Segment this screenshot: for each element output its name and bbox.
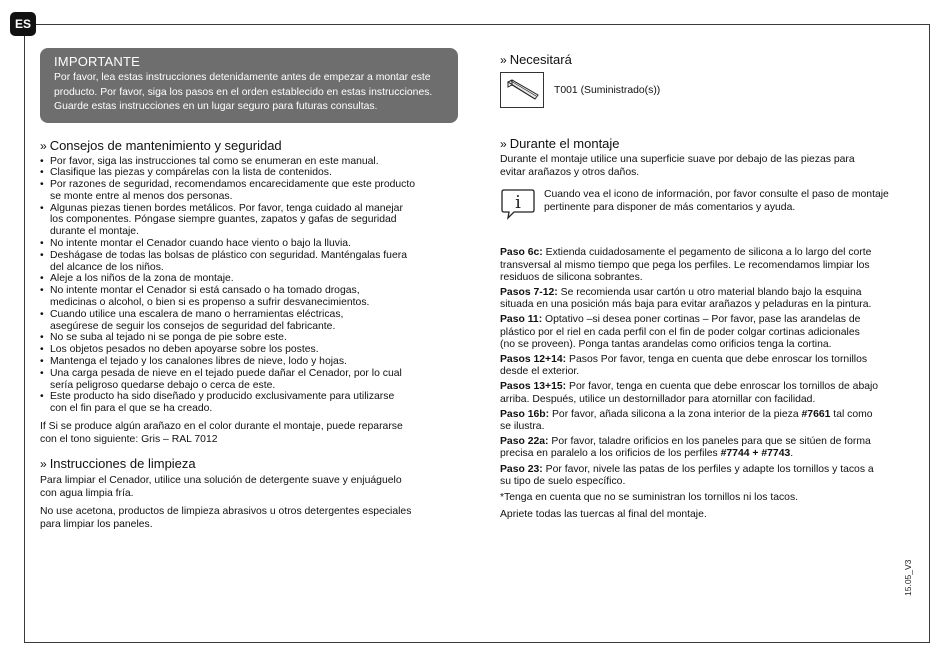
allen-key-icon — [500, 72, 544, 108]
step-23: Paso 23: Por favor, nivele las patas de los perfiles y adapte los tornillos y tacos a su tipo de suelo específico. — [500, 463, 874, 487]
step-13-15: Pasos 13+15: Por favor, tenga en cuenta que debe enroscar los tornillos de abajo arriba. Después, utilice un destornillador para atornillar con facilidad. — [500, 381, 879, 405]
list-item: • Mantenga el tejado y los canalones libres de nieve, lodo y hojas. — [40, 356, 460, 368]
cleaning-text-2: No use acetona, productos de limpieza abrasivos u otros detergentes especiales para limpiar los paneles. — [40, 506, 412, 530]
step-22a: Paso 22a: Por favor, taladre orificios en los paneles para que se sitúen de forma precisa en paralelo a los orificios de los perfiles #7744 + #7743. — [500, 436, 871, 460]
list-item: • Este producto ha sido diseñado y producido exclusivamente para utilizarse con el fin para el que se ha creado. — [40, 391, 460, 415]
version-label: 15.05_V3 — [903, 559, 913, 596]
svg-text:i: i — [515, 192, 521, 213]
assembly-section — [500, 136, 900, 224]
closing-note: Apriete todas las tuercas al final del montaje. — [500, 509, 707, 521]
list-item: • Por razones de seguridad, recomendamos encarecidamente que este producto se monte entre al menos dos personas. — [40, 179, 460, 203]
list-item: • Aleje a los niños de la zona de montaje. — [40, 273, 460, 285]
repair-note: If Si se produce algún arañazo en el color durante el montaje, puede repararse con el tono siguiente: Gris – RAL 7012 — [40, 421, 403, 445]
tool-row — [500, 72, 900, 108]
assembly-heading: » Durante el montaje — [500, 136, 620, 151]
step-7-12: Pasos 7-12: Se recomienda usar cartón u otro material blando bajo la esquina situada en una posición más baja para evitar arañazos y peladuras en la pintura. — [500, 287, 872, 311]
safety-heading: » Consejos de mantenimiento y seguridad — [40, 137, 282, 153]
footnote: *Tenga en cuenta que no se suministran los tornillos ni los tacos. — [500, 492, 799, 504]
list-item: • Algunas piezas tienen bordes metálicos. Por favor, tenga cuidado al manejar los componentes. Póngase siempre guantes, zapatos y gafas de seguridad durante el montaje. — [40, 203, 460, 238]
important-box — [40, 48, 458, 123]
assembly-text: Durante el montaje utilice una superficie suave por debajo de las piezas para evitar arañazos y otros daños. — [500, 154, 855, 178]
list-item: • No se suba al tejado ni se ponga de pie sobre este. — [40, 332, 460, 344]
left-column — [40, 48, 460, 531]
list-item: • Deshágase de todas las bolsas de plástico con seguridad. Manténgalas fuera del alcance de los niños. — [40, 250, 460, 274]
language-tab: ES — [10, 12, 36, 36]
right-column — [500, 52, 900, 521]
important-text: Por favor, lea estas instrucciones detenidamente antes de empezar a montar este producto. Por favor, siga los pasos en el orden establecido en estas instrucciones. Guarde estas instrucciones en un lugar seguro para futuras consultas. — [54, 72, 433, 112]
safety-list — [40, 156, 460, 416]
tool-label: T001 (Suministrado(s)) — [554, 84, 661, 96]
list-item: • No intente montar el Cenador cuando hace viento o bajo la lluvia. — [40, 238, 460, 250]
list-item: • Una carga pesada de nieve en el tejado puede dañar el Cenador, por lo cual sería peligroso quedarse debajo o cerca de este. — [40, 368, 460, 392]
step-6c: Paso 6c: Extienda cuidadosamente el pegamento de silicona a lo largo del corte transversal al mismo tiempo que pega los perfiles. Le recomendamos limpiar los residuos de silicona sobrantes. — [500, 247, 872, 283]
important-title: IMPORTANTE — [54, 54, 141, 69]
step-12-14: Pasos 12+14: Pasos Por favor, tenga en cuenta que debe enroscar los tornillos desde el exterior. — [500, 354, 868, 378]
list-item: • Por favor, siga las instrucciones tal como se enumeran en este manual. — [40, 156, 460, 168]
list-item: • Cuando utilice una escalera de mano o herramientas eléctricas, asegúrese de seguir los consejos de seguridad del fabricante. — [40, 309, 460, 333]
steps-section — [500, 247, 900, 521]
needs-heading: » Necesitará — [500, 52, 572, 67]
cleaning-heading: » Instrucciones de limpieza — [40, 456, 196, 472]
step-11: Paso 11: Optativo –si desea poner cortinas – Por favor, pase las arandelas de plástico por el riel en cada perfil con el fin de poder colgar cortinas adicionales (no se proveen). Ponga tantas arandelas como orificios tenga la cortina. — [500, 314, 861, 350]
list-item: • No intente montar el Cenador si está cansado o ha tomado drogas, medicinas o alcohol, o bien si es propenso a sufrir desvanecimientos. — [40, 285, 460, 309]
list-item: • Los objetos pesados no deben apoyarse sobre los postes. — [40, 344, 460, 356]
list-item: • Clasifique las piezas y compárelas con la lista de contenidos. — [40, 167, 460, 179]
cleaning-text-1: Para limpiar el Cenador, utilice una solución de detergente suave y enjuáguelo con agua limpia fría. — [40, 475, 402, 499]
info-icon — [500, 187, 536, 221]
cleaning-section — [40, 456, 460, 531]
safety-section — [40, 138, 460, 447]
step-16b: Paso 16b: Por favor, añada silicona a la zona interior de la pieza #7661 tal como se ilustra. — [500, 408, 873, 433]
info-text: Cuando vea el icono de información, por favor consulte el paso de montaje pertinente para disponer de más comentarios y ayuda. — [544, 189, 889, 213]
info-row — [500, 187, 900, 224]
